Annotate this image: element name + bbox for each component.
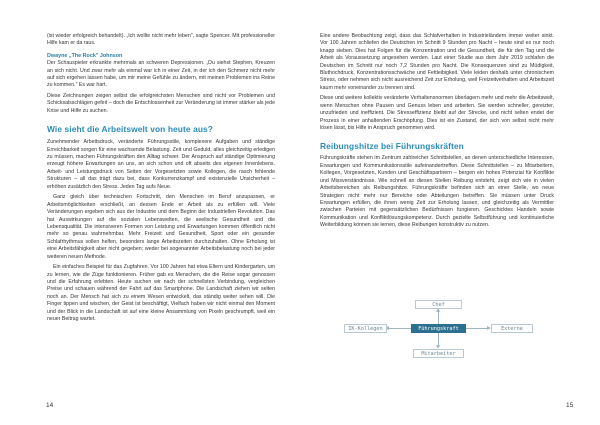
page-number-right: 15: [566, 402, 574, 409]
left-column: [47, 33, 275, 323]
diagram-box-externe: Externe: [491, 324, 533, 333]
subheading-rock-johnson: Dwayne „The Rock" Johnson: [47, 52, 123, 59]
section-heading-arbeitswelt: Wie sieht die Arbeitswelt von heute aus?: [47, 124, 214, 135]
right-page: [300, 0, 600, 425]
connector-right: [466, 328, 488, 329]
diagram-box-kollegen: IK-Kollegen: [344, 324, 387, 333]
intro-paragraph: (ist wieder erfolgreich behandelt). „Ich wollte nicht mehr leben", sagte Spencer. Mit professioneller Hilfe kam er da raus.: [47, 33, 275, 47]
section-heading-reibungshitze: Reibungshitze bei Führungskräften: [320, 141, 464, 152]
page-number-left: 14: [46, 402, 54, 409]
paragraph-verhaltensnormen: Diese und weitere kollektiv veränderte Verhaltensnormen überlagern mehr und mehr die Arbeitswelt, wenn Menschen ohne Pausen und Genuss leben und arbeiten. Sie werden schneller, gereizter, unzufrieden und ineffizient. Die Stresseffizienz bleibt auf der Strecke, und nicht selten endet der Prozess in einer anhaltenden Erschöpfung. Dies ist ein Zustand, der sich von selbst nicht mehr lösen lässt, bis Hilfe in Anspruch genommen wird.: [320, 95, 554, 132]
paragraph-arbeitswelt-1: Zunehmender Arbeitsdruck, veränderte Führungsstile, komplexere Aufgaben und ständige Erreichbarkeit sorgen für eine wachsende Belastung. Zeit und Geduld, alles gleichzeitig erledigen zu müssen, machen Führungskräften den Alltag schwer. Der Anspruch auf ständige Optimierung erzeugt höhere Erwartungen an uns, an sich schon und oft abseits des eigenen Innenlebens. Arbeit- und Leistungsdruck von Seiten der Vorgesetzten sowie Kollegen, die rasch fehlende Strukturen – all das trägt dazu bei, dass Konkurrenzkampf und existenzielle Unsicherheit – erhöhen zusätzlich den Stress. Jeden Tag aufs Neue.: [47, 139, 275, 190]
paragraph-reibungshitze: Führungskräfte stehen im Zentrum zahlreicher Schnittstellen, an denen unterschiedliche Interessen, Erwartungen und Kommunikationsstile aufeinandertreffen. Diese Schnittstellen – zu Mitarbeitern, Kollegen, Vorgesetzten, Kunden und Geschäftspartnern – bergen ein hohes Potenzial für Konflikte und Missverständnisse. Wie schnell an diesen Stellen Reibung entsteht, zeigt sich wie in vielen Arbeitsbereichen als Reibungshitze. Führungskräfte befinden sich an einer Stelle, wo neue Strategien nicht mehr nur Bereiche oder Abteilungen betreffen. Sie müssen unter Druck Erwartungen erfüllen, die ihnen wenig Zeit zur Erholung lassen, und gleichzeitig als Vermittler zwischen Parteien mit gegensätzlichen Bedürfnissen fungieren. Geschicktes Handeln sowie Kommunikation und Konfliktlösungskompetenz. Durch gezielte Selbstführung und kontinuierliche Weiterbildung können sie lernen, diese Reibungen konstruktiv zu nutzen.: [320, 155, 554, 229]
right-column: [320, 33, 554, 230]
connector-left: [388, 328, 411, 329]
diagram-box-mitarbeiter: Mitarbeiter: [413, 349, 464, 358]
paragraph-rock: Der Schauspieler erkrankte mehrmals an schweren Depressionen. „Du siehst Stephen, Kreuzen an sich nicht. Und zwar mehr als einmal war ich in einer Zeit, in der ich den Schmerz nicht mehr auf sich ergehen lassen habe, um mir meine Gefühle zu ändern, mit meinen Problemen ins Reine zu kommen." Es war hart.: [47, 60, 275, 89]
paragraph-arbeitswelt-2: Ganz gleich über technischen Fortschritt, den Menschen im Beruf anzupassen, er Arbeitsmöglichkeiten erschließt, an dessen Ende er Arbeit als zu erfüllen will. Viele Veränderungen ergeben sich aus der Industrie und dem Beginn der Industriellen Revolution. Das hat Auswirkungen auf die sozialen Lebenswelten, die seelische Gesundheit und die Lebensqualität. Die intensiveren Formen von Leistung und Erwartungen kommen öffentlich nicht mehr so genau wahrnehmbar. Mehr Freizeit und Gesundheit, Sport oder ein gesunder Schlafrhythmus sollen helfen, besonders lange Arbeitszeiten durchzuhalten. Ohne Erholung ist eine Arbeitsfähigkeit aber nicht gegeben; weder bei sogenannter Arbeitsbelastung noch bei jeder weiteren neuen Methode.: [47, 194, 275, 260]
diagram-box-chef: Chef: [415, 300, 462, 309]
paragraph-schlaf: Eine andere Beobachtung zeigt, dass das Schlafverhalten in Industrieländern immer weiter sinkt. Vor 100 Jahren schliefen die Deutschen im Schnitt 9 Stunden pro Nacht – heute sind es nur noch knapp sieben. Dies hat Folgen für die Konzentration und die Gesundheit, die für den Tag und die Arbeit als Voraussetzung angesehen werden. Laut einer Studie aus dem Jahr 2019 schlafen die Deutschen im Schnitt nur noch 7,2 Stunden pro Nacht. Die Konsequenzen sind zu Müdigkeit, Bluthochdruck, Konzentrationsschwäche und Fettleibigkeit. Viele leiden deshalb unter chronischem Stress, oder nehmen sich nicht ausreichend Zeit zur Erholung, weil Freizeitverhalten und Arbeitszeit kaum mehr voneinander zu trennen sind.: [320, 33, 554, 91]
paragraph-examples: Diese Zeichnungen zeigen selbst die erfolgreichsten Menschen sind nicht vor Problemen und Schicksalsschlägen gefeit – doch die Entschlossenheit zur Veränderung ist immer stärker als jede Krise und Hilfe zu suchen.: [47, 93, 275, 114]
interface-diagram: [344, 300, 534, 370]
paragraph-arbeitswelt-3: Ein einfaches Beispiel für das Zugfahren. Vor 100 Jahren hat etwa Eltern und Kindergarten, um zu lernen, wie die Züge funktionieren. Früher gab es Menschen, die die Reise sogar genossen und die Erfahrung erlebten. Heute suchen wir nach der schnellsten Verbindung, vergleichen Preise und schauen während der Fahrt auf das Smartphone. Die Landschaft ziehen wir selten noch an. Der Mensch hat sich zu einem Wesen entwickelt, das ständig weiter sehen will. Die Finger tippen und wischen, der Geist ist beschäftigt, Vielfach haben wir nicht einmal den Moment und der Blick in die Landschaft ist auf eine kleine Ansammlung von Pixeln geschrumpft, weil ein neuer Beitrag wartet.: [47, 264, 275, 322]
diagram-box-fuehrungskraft: Führungskraft: [411, 324, 466, 333]
